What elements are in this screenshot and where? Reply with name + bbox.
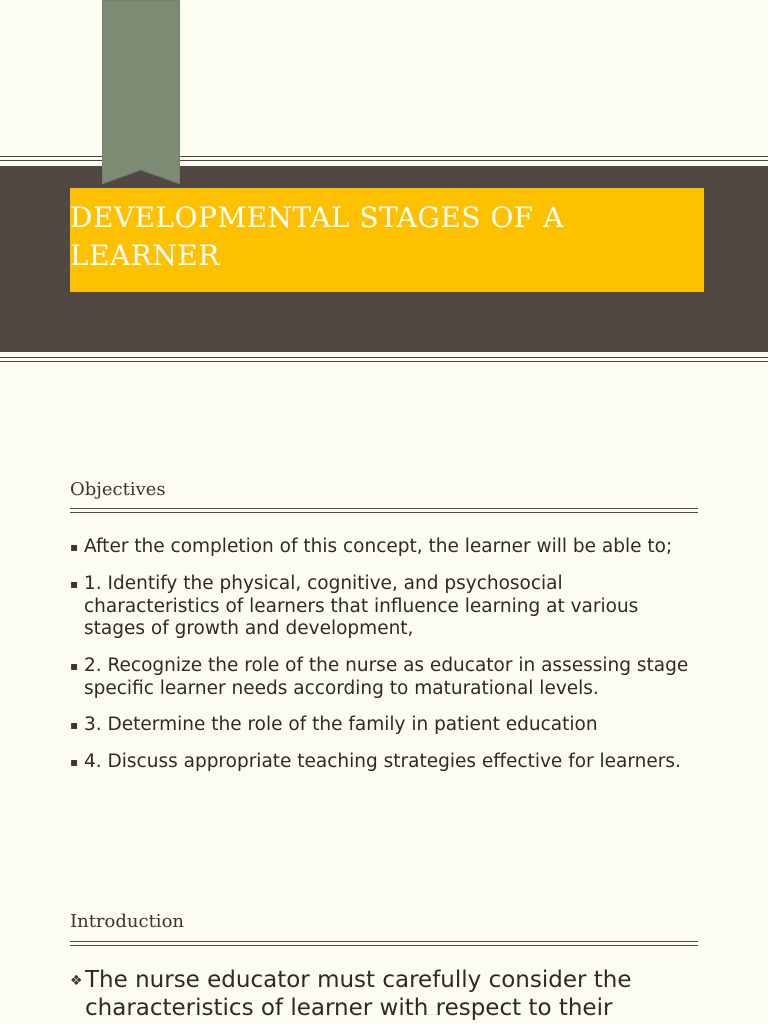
list-item bbox=[70, 655, 724, 700]
introduction-list bbox=[70, 966, 710, 1022]
list-item bbox=[70, 751, 724, 774]
slide-title: DEVELOPMENTAL STAGES OF A LEARNER bbox=[70, 201, 564, 272]
list-item bbox=[70, 573, 684, 641]
square-bullet-icon: ▪ bbox=[70, 659, 79, 673]
introduction-heading: Introduction bbox=[70, 911, 184, 932]
band-bottom-rule-2 bbox=[0, 361, 768, 362]
square-bullet-icon: ▪ bbox=[70, 540, 79, 554]
list-item-text: 1. Identify the physical, cognitive, and psychosocial characteristics of learners that influence learning at various stages of growth and development, bbox=[84, 573, 639, 639]
list-item-text: The nurse educator must carefully consider the characteristics of learner with respect to their bbox=[85, 967, 632, 1021]
list-item-text: 3. Determine the role of the family in patient education bbox=[84, 714, 598, 735]
band-bottom-rule-1 bbox=[0, 357, 768, 358]
objectives-rule bbox=[70, 508, 698, 513]
introduction-rule bbox=[70, 941, 698, 946]
list-item bbox=[70, 536, 724, 559]
list-item bbox=[70, 714, 724, 737]
bookmark-ribbon-icon bbox=[102, 0, 180, 184]
list-item-text: 4. Discuss appropriate teaching strategies effective for learners. bbox=[84, 751, 681, 772]
square-bullet-icon: ▪ bbox=[70, 577, 79, 591]
objectives-heading: Objectives bbox=[70, 479, 166, 500]
list-item-text: 2. Recognize the role of the nurse as educator in assessing stage specific learner needs according to maturational levels. bbox=[84, 655, 689, 699]
list-item bbox=[70, 966, 710, 1022]
list-item-text: After the completion of this concept, the learner will be able to; bbox=[84, 536, 673, 557]
square-bullet-icon: ▪ bbox=[70, 755, 79, 769]
diamond-bullet-icon: ❖ bbox=[70, 973, 83, 989]
square-bullet-icon: ▪ bbox=[70, 718, 79, 732]
